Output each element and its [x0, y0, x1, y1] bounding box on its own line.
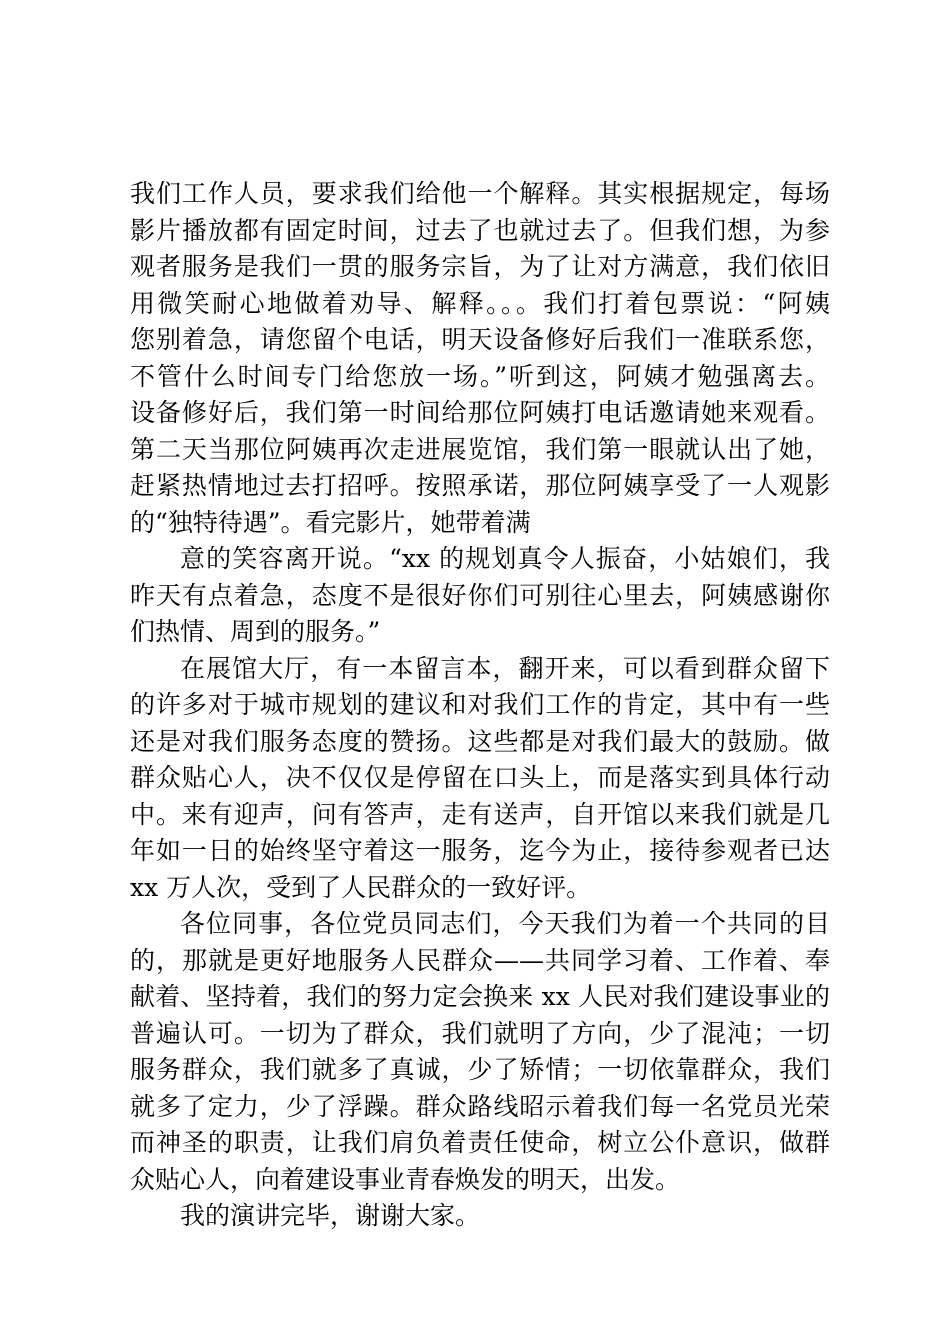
text-line: 年如一日的始终坚守着这一服务，迄今为止，接待参观者已达 [130, 836, 830, 865]
text-line: 意的笑容离开说。“xx 的规划真令人振奋，小姑娘们，我 [180, 544, 830, 573]
text-line: 昨天有点着急，态度不是很好你们可别往心里去，阿姨感谢你 [130, 580, 830, 610]
text-line: 而神圣的职责，让我们肩负着责任使命，树立公仆意识，做群 [130, 1128, 830, 1157]
text-line: 赶紧热情地过去打招呼。按照承诺，那位阿姨享受了一人观影 [130, 471, 830, 500]
text-line: 在展馆大厅，有一本留言本，翻开来，可以看到群众留下 [180, 653, 830, 683]
text-line: 众贴心人，向着建设事业青春焕发的明天，出发。 [130, 1164, 681, 1194]
text-line: 设备修好后，我们第一时间给那位阿姨打电话邀请她来观看。 [130, 398, 830, 427]
text-line: 您别着急，请您留个电话，明天设备修好后我们一准联系您， [130, 325, 830, 354]
text-line: 各位同事，各位党员同志们，今天我们为着一个共同的目 [180, 909, 830, 938]
text-line: 的，那就是更好地服务人民群众——共同学习着、工作着、奉 [130, 945, 830, 975]
text-line: 的“独特待遇”。看完影片，她带着满 [130, 507, 531, 537]
text-line: 服务群众，我们就多了真诚，少了矫情；一切依靠群众，我们 [130, 1055, 830, 1084]
text-line: 不管什么时间专门给您放一场。”听到这，阿姨才勉强离去。 [130, 361, 830, 391]
text-line: 我们工作人员，要求我们给他一个解释。其实根据规定，每场 [130, 179, 830, 208]
text-line: 群众贴心人，决不仅仅是停留在口头上，而是落实到具体行动 [130, 763, 830, 792]
text-line: 就多了定力，少了浮躁。群众路线昭示着我们每一名党员光荣 [130, 1091, 830, 1121]
text-line: xx 万人次，受到了人民群众的一致好评。 [130, 872, 592, 902]
text-line: 用微笑耐心地做着劝导、解释。。。我们打着包票说：“阿姨 [130, 288, 830, 318]
text-line: 观者服务是我们一贯的服务宗旨，为了让对方满意，我们依旧 [130, 252, 830, 281]
text-line: 第二天当那位阿姨再次走进展览馆，我们第一眼就认出了她， [130, 434, 830, 464]
text-line: 还是对我们服务态度的赞扬。这些都是对我们最大的鼓励。做 [130, 726, 830, 756]
text-line: 中。来有迎声，问有答声，走有送声，自开馆以来我们就是几 [130, 799, 830, 829]
text-line: 影片播放都有固定时间，过去了也就过去了。但我们想，为参 [130, 215, 830, 245]
text-line: 们热情、周到的服务。” [130, 617, 381, 646]
document-body [130, 176, 830, 1235]
text-line: 普遍认可。一切为了群众，我们就明了方向，少了混沌；一切 [130, 1018, 830, 1048]
text-line: 的许多对于城市规划的建议和对我们工作的肯定，其中有一些 [130, 690, 830, 719]
text-line: 我的演讲完毕，谢谢大家。 [180, 1201, 481, 1230]
text-line: 献着、坚持着，我们的努力定会换来 xx 人民对我们建设事业的 [130, 982, 830, 1011]
